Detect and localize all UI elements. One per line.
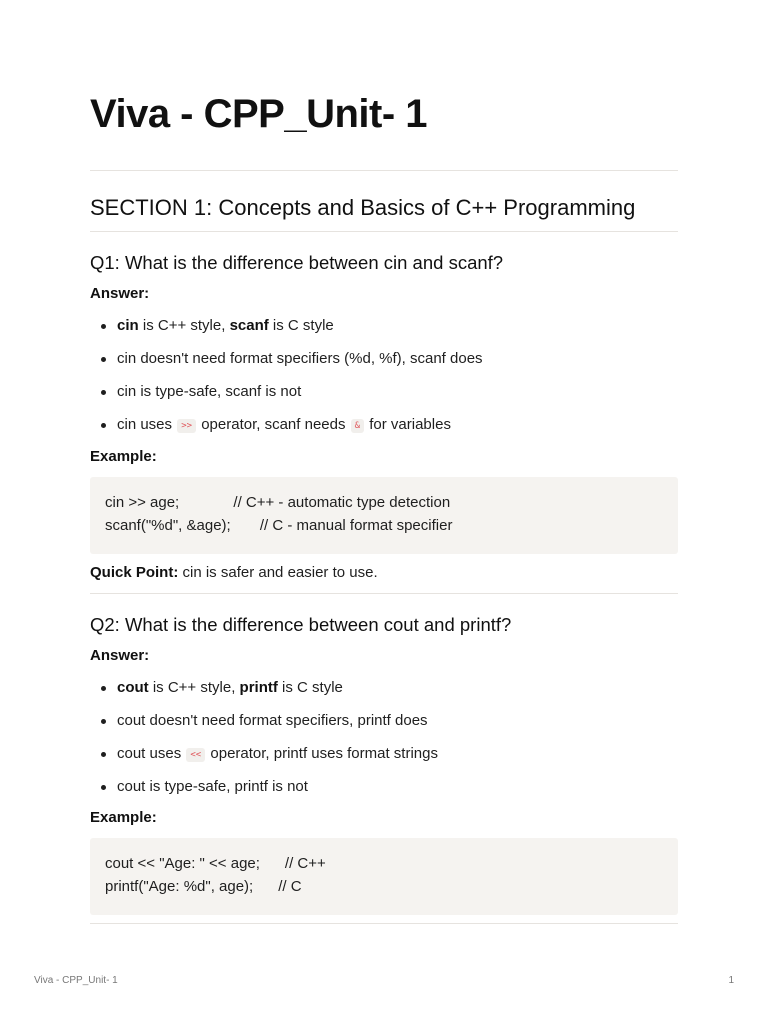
- q1-code-block: [90, 477, 678, 554]
- q1-quick-point: [90, 564, 378, 581]
- code-line: cout << "Age: " << age; // C++: [105, 855, 326, 872]
- list-item: [90, 678, 438, 711]
- code-line: scanf("%d", &age); // C - manual format specifier: [105, 517, 453, 534]
- list-item-text: operator, scanf needs: [197, 416, 350, 433]
- q2-divider: [90, 923, 678, 924]
- q2-example-label: Example:: [90, 809, 157, 826]
- code-line: cin >> age; // C++ - automatic type detection: [105, 494, 451, 511]
- footer-document-name: Viva - CPP_Unit- 1: [34, 975, 118, 986]
- section-title: SECTION 1: Concepts and Basics of C++ Programming: [90, 195, 636, 220]
- q2-answer-list: [90, 678, 438, 810]
- q1-example-label: Example:: [90, 448, 157, 465]
- section-divider: [90, 231, 678, 232]
- list-item-text: is C++ style,: [138, 317, 230, 334]
- list-item: [90, 415, 483, 448]
- list-item: [90, 711, 438, 744]
- inline-code: >>: [177, 419, 196, 433]
- list-item: [90, 316, 483, 349]
- q2-code-block: [90, 838, 678, 915]
- bold-term: scanf: [229, 317, 269, 334]
- bold-term: cin: [117, 317, 139, 334]
- question-1-title: Q1: What is the difference between cin and scanf?: [90, 252, 504, 273]
- quick-point-text: cin is safer and easier to use.: [178, 564, 378, 581]
- list-item-text: cout doesn't need format specifiers, printf does: [117, 712, 428, 729]
- list-item: [90, 382, 483, 415]
- list-item-text: cin is type-safe, scanf is not: [117, 383, 302, 400]
- document-title: Viva - CPP_Unit- 1: [90, 92, 428, 136]
- bold-term: printf: [239, 679, 278, 696]
- list-item-text: cin uses: [117, 416, 177, 433]
- quick-point-label: Quick Point:: [90, 564, 179, 581]
- inline-code: <<: [186, 748, 205, 762]
- list-item: [90, 777, 438, 810]
- q2-answer-label: Answer:: [90, 647, 150, 664]
- list-item-text: operator, printf uses format strings: [206, 745, 438, 762]
- footer-page-number: 1: [728, 975, 734, 986]
- q1-divider: [90, 593, 678, 594]
- list-item: [90, 744, 438, 777]
- list-item-text: cin doesn't need format specifiers (%d, %f), scanf does: [117, 350, 483, 367]
- question-2-title: Q2: What is the difference between cout and printf?: [90, 614, 512, 635]
- inline-code: &: [351, 419, 364, 433]
- list-item-text: cout is type-safe, printf is not: [117, 778, 308, 795]
- list-item-text: cout uses: [117, 745, 186, 762]
- list-item-text: is C style: [268, 317, 334, 334]
- title-divider: [90, 170, 678, 171]
- code-line: printf("Age: %d", age); // C: [105, 878, 302, 895]
- list-item-text: for variables: [365, 416, 451, 433]
- list-item: [90, 349, 483, 382]
- list-item-text: is C style: [277, 679, 343, 696]
- q1-answer-list: [90, 316, 483, 448]
- q1-answer-label: Answer:: [90, 285, 150, 302]
- list-item-text: is C++ style,: [148, 679, 240, 696]
- bold-term: cout: [117, 679, 149, 696]
